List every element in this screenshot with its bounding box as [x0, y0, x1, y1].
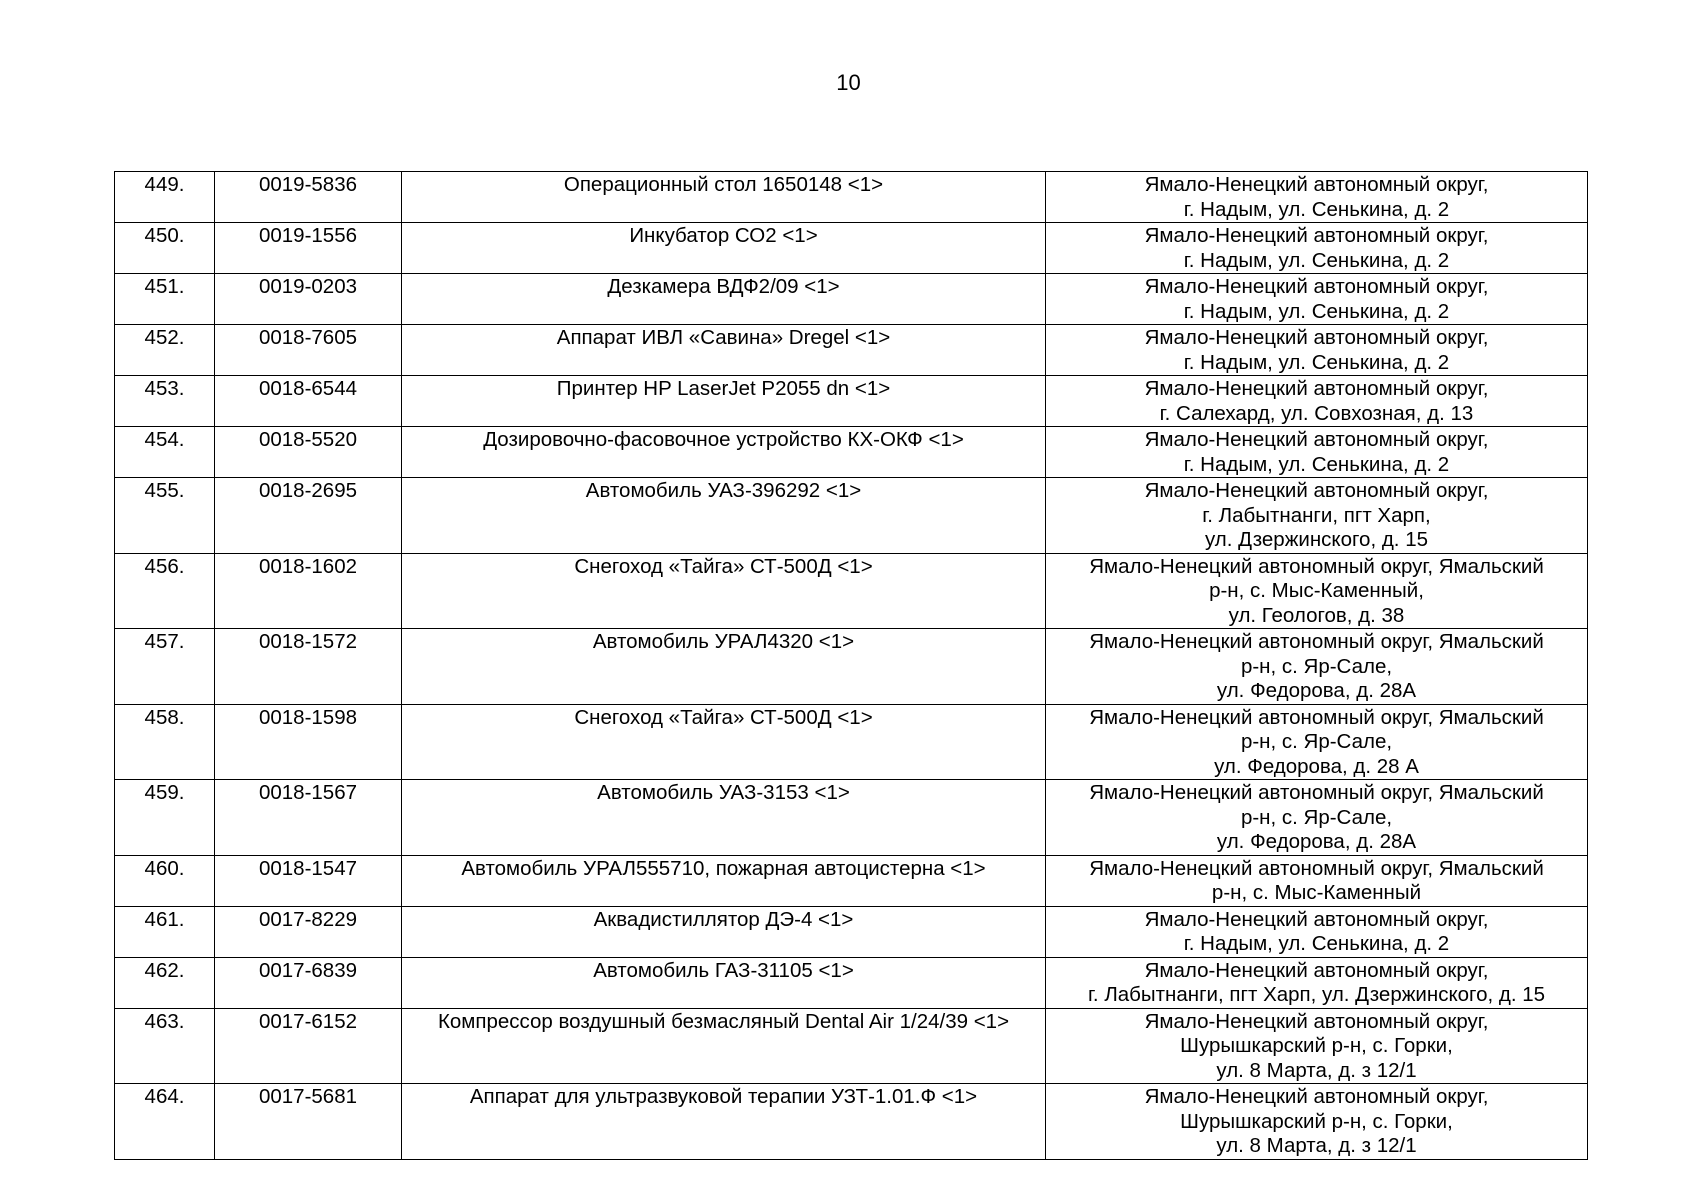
table-row — [115, 629, 1588, 705]
address-line: Ямало-Ненецкий автономный округ, — [1144, 173, 1489, 196]
inventory-code-cell — [215, 172, 402, 223]
table-row — [115, 478, 1588, 554]
address-text — [1046, 1009, 1587, 1084]
row-number-cell-text: 458. — [144, 705, 185, 729]
item-name-cell-text: Принтер HP LaserJet P2055 dn <1> — [556, 377, 891, 400]
item-name-cell — [402, 957, 1046, 1008]
address-line: Ямало-Ненецкий автономный округ, — [1144, 377, 1489, 400]
address-text — [1046, 478, 1587, 553]
table-row — [115, 223, 1588, 274]
inventory-code-cell — [215, 553, 402, 629]
inventory-code-cell-text: 0018-1567 — [258, 781, 358, 804]
address-line: г. Надым, ул. Сенькина, д. 2 — [1183, 350, 1450, 374]
inventory-code-cell-text: 0017-5681 — [258, 1085, 358, 1108]
address-line: Ямало-Ненецкий автономный округ, — [1144, 907, 1489, 931]
row-number-cell-text: 457. — [144, 630, 185, 653]
inventory-code-cell — [215, 478, 402, 554]
row-number-cell — [115, 478, 215, 554]
inventory-code-cell — [215, 427, 402, 478]
inventory-code-cell-text: 0018-1602 — [258, 554, 358, 578]
address-line: Ямало-Ненецкий автономный округ, Ямальский — [1089, 856, 1544, 880]
address-line: г. Надым, ул. Сенькина, д. 2 — [1183, 452, 1450, 476]
inventory-code-cell — [215, 780, 402, 856]
address-text — [1046, 705, 1587, 780]
table-row — [115, 274, 1588, 325]
row-number-cell — [115, 553, 215, 629]
address-line: ул. Дзержинского, д. 15 — [1205, 528, 1428, 551]
item-name-cell — [402, 1084, 1046, 1160]
address-line: г. Надым, ул. Сенькина, д. 2 — [1183, 197, 1450, 221]
address-text — [1046, 554, 1587, 629]
address-text — [1046, 427, 1587, 477]
inventory-code-cell — [215, 629, 402, 705]
table-row — [115, 1008, 1588, 1084]
address-text — [1046, 223, 1587, 273]
item-name-cell-text: Компрессор воздушный безмасляный Dental Air 1/24/39 <1> — [437, 1009, 1010, 1033]
row-number-cell-text: 462. — [144, 958, 185, 982]
row-number-cell-text: 464. — [144, 1085, 185, 1108]
item-name-cell-text: Инкубатор СО2 <1> — [629, 224, 818, 247]
inventory-code-cell — [215, 274, 402, 325]
inventory-code-cell — [215, 223, 402, 274]
address-line: Ямало-Ненецкий автономный округ, — [1144, 428, 1489, 451]
address-cell — [1046, 629, 1588, 705]
item-name-cell-text: Дезкамера ВДФ2/09 <1> — [607, 275, 840, 298]
address-line: Ямало-Ненецкий автономный округ, — [1144, 224, 1489, 247]
item-name-cell — [402, 906, 1046, 957]
inventory-code-cell-text: 0019-1556 — [258, 224, 358, 247]
address-cell — [1046, 1084, 1588, 1160]
table-row — [115, 906, 1588, 957]
table-row — [115, 957, 1588, 1008]
row-number-cell — [115, 274, 215, 325]
row-number-cell-text: 450. — [144, 224, 185, 247]
address-line: г. Надым, ул. Сенькина, д. 2 — [1183, 248, 1450, 272]
table-row — [115, 553, 1588, 629]
inventory-code-cell — [215, 1084, 402, 1160]
address-cell — [1046, 553, 1588, 629]
address-text — [1046, 907, 1587, 957]
item-name-cell — [402, 376, 1046, 427]
address-cell — [1046, 274, 1588, 325]
address-text — [1046, 1084, 1587, 1159]
address-cell — [1046, 223, 1588, 274]
address-cell — [1046, 704, 1588, 780]
row-number-cell — [115, 1084, 215, 1160]
address-cell — [1046, 780, 1588, 856]
inventory-code-cell — [215, 906, 402, 957]
address-line: Ямало-Ненецкий автономный округ, Ямальский — [1089, 630, 1544, 653]
address-line: г. Салехард, ул. Совхозная, д. 13 — [1159, 401, 1474, 425]
address-cell — [1046, 1008, 1588, 1084]
inventory-code-cell — [215, 325, 402, 376]
address-line: р-н, с. Мыс-Каменный — [1211, 881, 1422, 904]
item-name-cell — [402, 478, 1046, 554]
address-line: ул. Федорова, д. 28А — [1216, 679, 1417, 702]
inventory-code-cell-text: 0018-6544 — [258, 377, 358, 400]
item-name-cell-text: Автомобиль УАЗ-396292 <1> — [585, 479, 862, 502]
item-name-cell-text: Операционный стол 1650148 <1> — [563, 173, 884, 196]
row-number-cell — [115, 223, 215, 274]
address-line: Ямало-Ненецкий автономный округ, Ямальский — [1089, 705, 1544, 729]
row-number-cell-text: 452. — [144, 326, 185, 349]
item-name-cell-text: Снегоход «Тайга» СТ-500Д <1> — [574, 554, 873, 578]
address-cell — [1046, 427, 1588, 478]
address-line: ул. 8 Марта, д. з 12/1 — [1216, 1058, 1417, 1082]
table-row — [115, 427, 1588, 478]
item-name-cell-text: Автомобиль ГАЗ-31105 <1> — [593, 958, 854, 982]
address-line: Ямало-Ненецкий автономный округ, — [1144, 1009, 1489, 1033]
inventory-code-cell-text: 0017-6152 — [258, 1009, 358, 1033]
row-number-cell — [115, 629, 215, 705]
inventory-code-cell-text: 0017-8229 — [258, 907, 358, 931]
inventory-code-cell-text: 0018-1572 — [258, 630, 358, 653]
item-name-cell — [402, 855, 1046, 906]
property-registry-table — [114, 171, 1588, 1160]
row-number-cell-text: 455. — [144, 479, 185, 502]
table-row — [115, 172, 1588, 223]
address-cell — [1046, 906, 1588, 957]
item-name-cell — [402, 325, 1046, 376]
item-name-cell — [402, 704, 1046, 780]
row-number-cell-text: 460. — [144, 856, 185, 880]
table-body — [115, 172, 1588, 1160]
item-name-cell — [402, 553, 1046, 629]
inventory-code-cell-text: 0017-6839 — [258, 958, 358, 982]
address-line: г. Надым, ул. Сенькина, д. 2 — [1183, 299, 1450, 323]
item-name-cell — [402, 427, 1046, 478]
item-name-cell-text: Аппарат для ультразвуковой терапии УЗТ-1.01.Ф <1> — [469, 1085, 978, 1108]
item-name-cell — [402, 1008, 1046, 1084]
inventory-code-cell-text: 0018-1598 — [258, 705, 358, 729]
address-line: г. Надым, ул. Сенькина, д. 2 — [1183, 932, 1450, 955]
address-line: Ямало-Ненецкий автономный округ, Ямальский — [1089, 781, 1544, 804]
item-name-cell — [402, 629, 1046, 705]
address-line: ул. Федорова, д. 28А — [1216, 830, 1417, 853]
table-row — [115, 704, 1588, 780]
row-number-cell-text: 456. — [144, 554, 185, 578]
row-number-cell-text: 459. — [144, 781, 185, 804]
address-line: Ямало-Ненецкий автономный округ, — [1144, 958, 1489, 982]
inventory-code-cell-text: 0018-5520 — [258, 428, 358, 451]
address-text — [1046, 629, 1587, 704]
item-name-cell-text: Автомобиль УРАЛ4320 <1> — [592, 630, 855, 653]
item-name-cell-text: Автомобиль УАЗ-3153 <1> — [597, 781, 850, 804]
inventory-code-cell-text: 0018-1547 — [258, 856, 358, 880]
address-cell — [1046, 855, 1588, 906]
inventory-code-cell-text: 0018-2695 — [258, 479, 358, 502]
item-name-cell-text: Снегоход «Тайга» СТ-500Д <1> — [574, 705, 873, 729]
row-number-cell — [115, 704, 215, 780]
address-line: Ямало-Ненецкий автономный округ, — [1144, 1085, 1489, 1108]
row-number-cell-text: 453. — [144, 377, 185, 400]
table-row — [115, 1084, 1588, 1160]
address-line: р-н, с. Яр-Сале, — [1240, 805, 1393, 829]
table-row — [115, 855, 1588, 906]
item-name-cell — [402, 223, 1046, 274]
address-line: Ямало-Ненецкий автономный округ, Ямальский — [1089, 554, 1544, 578]
table-row — [115, 325, 1588, 376]
inventory-code-cell — [215, 704, 402, 780]
address-line: г. Лабытнанги, пгт Харп, — [1202, 503, 1431, 527]
item-name-cell-text: Аппарат ИВЛ «Савина» Dregel <1> — [556, 326, 891, 349]
row-number-cell — [115, 780, 215, 856]
row-number-cell — [115, 855, 215, 906]
address-line: Ямало-Ненецкий автономный округ, — [1144, 275, 1489, 298]
address-cell — [1046, 957, 1588, 1008]
row-number-cell-text: 461. — [144, 907, 185, 931]
address-line: Шурышкарский р-н, с. Горки, — [1180, 1109, 1453, 1133]
inventory-code-cell-text: 0018-7605 — [258, 326, 358, 349]
item-name-cell — [402, 780, 1046, 856]
address-line: ул. 8 Марта, д. з 12/1 — [1216, 1134, 1417, 1157]
page-number: 10 — [836, 70, 861, 95]
table-row — [115, 376, 1588, 427]
address-line: р-н, с. Яр-Сале, — [1240, 730, 1393, 753]
address-cell — [1046, 376, 1588, 427]
address-cell — [1046, 478, 1588, 554]
inventory-code-cell-text: 0019-5836 — [258, 173, 358, 196]
address-text — [1046, 376, 1587, 426]
row-number-cell — [115, 1008, 215, 1084]
address-cell — [1046, 325, 1588, 376]
row-number-cell — [115, 957, 215, 1008]
item-name-cell-text: Аквадистиллятор ДЭ-4 <1> — [593, 907, 854, 931]
row-number-cell — [115, 376, 215, 427]
row-number-cell — [115, 172, 215, 223]
row-number-cell-text: 451. — [144, 275, 185, 298]
row-number-cell-text: 454. — [144, 428, 185, 451]
table-row — [115, 780, 1588, 856]
row-number-cell — [115, 906, 215, 957]
inventory-code-cell — [215, 1008, 402, 1084]
address-text — [1046, 958, 1587, 1008]
inventory-code-cell — [215, 855, 402, 906]
item-name-cell-text: Автомобиль УРАЛ555710, пожарная автоцистерна <1> — [461, 856, 986, 880]
address-text — [1046, 780, 1587, 855]
address-cell — [1046, 172, 1588, 223]
address-line: р-н, с. Яр-Сале, — [1240, 654, 1393, 678]
address-line: Шурышкарский р-н, с. Горки, — [1180, 1034, 1453, 1057]
row-number-cell — [115, 427, 215, 478]
address-text — [1046, 325, 1587, 375]
address-line: г. Лабытнанги, пгт Харп, ул. Дзержинского, д. 15 — [1087, 983, 1546, 1006]
row-number-cell-text: 463. — [144, 1009, 185, 1033]
inventory-code-cell-text: 0019-0203 — [258, 275, 358, 298]
inventory-code-cell — [215, 376, 402, 427]
address-line: ул. Геологов, д. 38 — [1228, 603, 1405, 627]
address-text — [1046, 274, 1587, 324]
item-name-cell — [402, 172, 1046, 223]
item-name-cell — [402, 274, 1046, 325]
item-name-cell-text: Дозировочно-фасовочное устройство КХ-ОКФ <1> — [483, 428, 964, 451]
address-line: ул. Федорова, д. 28 А — [1214, 754, 1419, 778]
address-line: Ямало-Ненецкий автономный округ, — [1144, 479, 1489, 502]
address-line: р-н, с. Мыс-Каменный, — [1209, 579, 1424, 602]
address-line: Ямало-Ненецкий автономный округ, — [1144, 326, 1489, 349]
address-text — [1046, 856, 1587, 906]
row-number-cell — [115, 325, 215, 376]
inventory-code-cell — [215, 957, 402, 1008]
row-number-cell-text: 449. — [144, 173, 185, 196]
address-text — [1046, 172, 1587, 222]
